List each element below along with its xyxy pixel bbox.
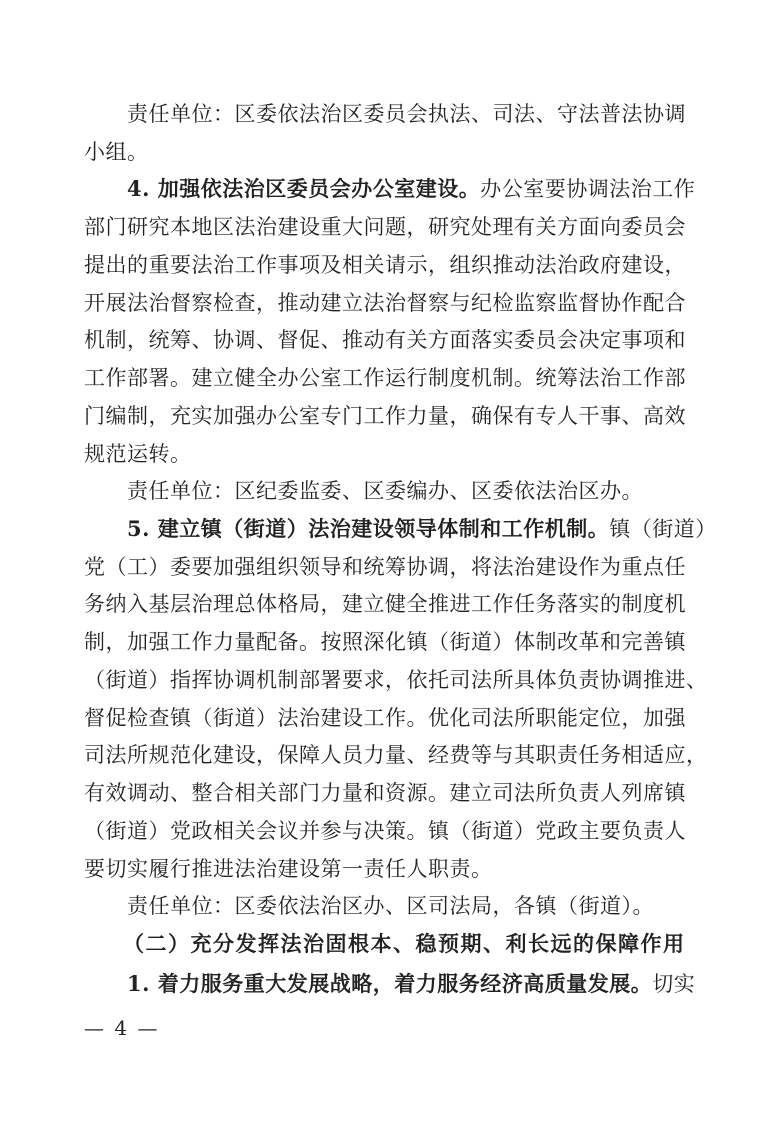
text-line: 务纳入基层治理总体格局，建立健全推进工作任务落实的制度机 (84, 592, 686, 617)
section-heading: （二）充分发挥法治固根本、稳预期、利长远的保障作用 (123, 931, 686, 956)
text-line: 规范运转。 (84, 441, 192, 466)
responsible-unit-line: 责任单位：区委依法治区办、区司法局，各镇（街道）。 (127, 894, 654, 919)
text-line: 机制，统筹、协调、督促、推动有关方面落实委员会决定事项和 (84, 328, 686, 353)
text-fragment: 镇（街道） (609, 517, 717, 541)
responsible-unit-line: 责任单位：区委依法治区委员会执法、司法、守法普法协调 (127, 102, 686, 126)
text-line: 要切实履行推进法治建设第一责任人职责。 (84, 856, 493, 881)
text-line: 门编制，充实加强办公室专门工作力量，确保有专人干事、高效 (84, 403, 686, 428)
text-line: 督促检查镇（街道）法治建设工作。优化司法所职能定位，加强 (84, 705, 686, 730)
item-4-title: 4. 加强依法治区委员会办公室建设。 (127, 176, 481, 202)
item-5-title: 5. 建立镇（街道）法治建设领导体制和工作机制。 (127, 516, 610, 541)
text-line: 开展法治督察检查，推动建立法治督察与纪检监察监督协作配合 (84, 290, 686, 315)
text-line: 部门研究本地区法治建设重大问题，研究处理有关方面向委员会 (84, 215, 686, 240)
text-line: 党（工）委要加强组织领导和统筹协调，将法治建设作为重点任 (84, 554, 686, 579)
responsible-unit-line: 责任单位：区纪委监委、区委编办、区委依法治区办。 (127, 479, 643, 504)
text-line: （街道）指挥协调机制部署要求，依托司法所具体负责协调推进、 (84, 667, 708, 692)
text-line: 司法所规范化建设，保障人员力量、经费等与其职责任务相适应， (84, 743, 708, 768)
text-line: 有效调动、整合相关部门力量和资源。建立司法所负责人列席镇 (84, 781, 686, 806)
text-line: 小组。 (84, 139, 149, 164)
item-5-first-line (127, 515, 717, 543)
text-fragment: 办公室要协调法治工作 (480, 177, 696, 202)
text-line: 提出的重要法治工作事项及相关请示，组织推动法治政府建设， (84, 252, 686, 277)
item-1-first-line (127, 970, 695, 998)
text-line: （街道）党政相关会议并参与决策。镇（街道）党政主要负责人 (84, 818, 686, 843)
text-fragment: 切实 (652, 972, 696, 996)
item-4-first-line (127, 175, 695, 203)
page-number: — 4 — (84, 1016, 160, 1040)
item-1-title: 1. 着力服务重大发展战略，着力服务经济高质量发展。 (127, 971, 653, 996)
text-line: 工作部署。建立健全办公室工作运行制度机制。统筹法治工作部 (84, 366, 686, 391)
text-line: 制，加强工作力量配备。按照深化镇（街道）体制改革和完善镇 (84, 630, 686, 655)
